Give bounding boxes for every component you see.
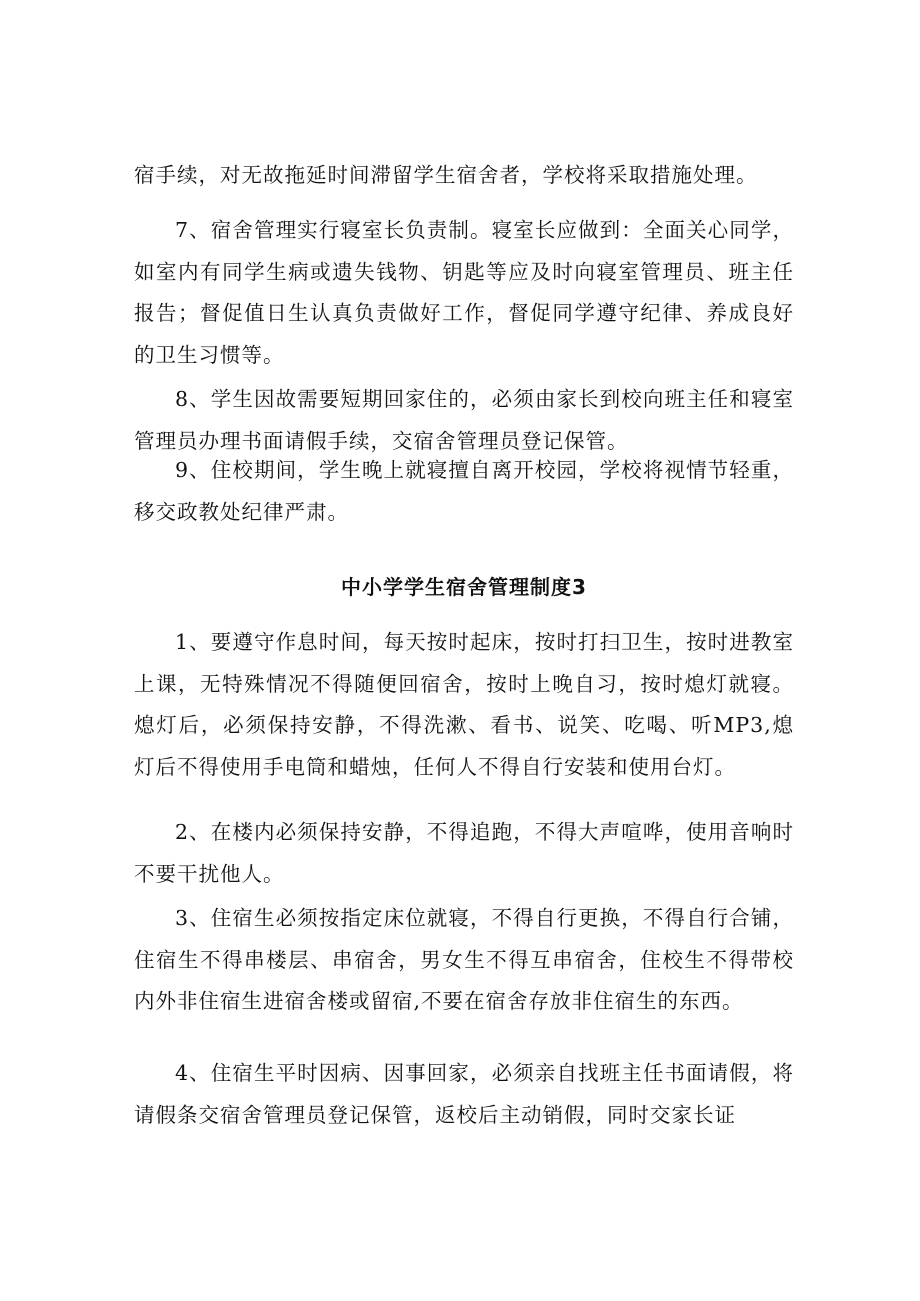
paragraph-item-8: 8、学生因故需要短期回家住的，必须由家长到校向班主任和寝室管理员办理书面请假手续，交宿舍管理员登记保管。: [134, 387, 794, 453]
paragraph-rule-3: 3、住宿生必须按指定床位就寝，不得自行更换，不得自行合铺，住宿生不得串楼层、串宿舍，男女生不得互串宿舍，住校生不得带校内外非住宿生进宿舍楼或留宿,不要在宿舍存放非住宿生的东西。: [134, 906, 794, 1013]
paragraph-item-7: 7、宿舍管理实行寝室长负责制。寝室长应做到：全面关心同学，如室内有同学生病或遗失钱物、钥匙等应及时向寝室管理员、班主任报告；督促值日生认真负责做好工作，督促同学遵守纪律、养成良好的卫生习惯等。: [134, 218, 794, 367]
paragraph-rule-1: 1、要遵守作息时间，每天按时起床，按时打扫卫生，按时进教室上课，无特殊情况不得随便回宿舍，按时上晚自习，按时熄灯就寝。熄灯后，必须保持安静，不得洗漱、看书、说笑、吃喝、听MP3,熄灯后不得使用手电筒和蜡烛，任何人不得自行安装和使用台灯。: [134, 630, 794, 779]
section-title: 中小学学生宿舍管理制度3: [341, 575, 587, 599]
paragraph-rule-4: 4、住宿生平时因病、因事回家，必须亲自找班主任书面请假，将请假条交宿舍管理员登记保管，返校后主动销假，同时交家长证: [134, 1061, 794, 1127]
paragraph-rule-2: 2、在楼内必须保持安静，不得追跑，不得大声喧哗，使用音响时不要干扰他人。: [134, 820, 794, 886]
paragraph-continuation: 宿手续，对无故拖延时间滞留学生宿舍者，学校将采取措施处理。: [134, 163, 758, 187]
paragraph-item-9: 9、住校期间，学生晚上就寝擅自离开校园，学校将视情节轻重，移交政教处纪律严肃。: [134, 458, 794, 524]
